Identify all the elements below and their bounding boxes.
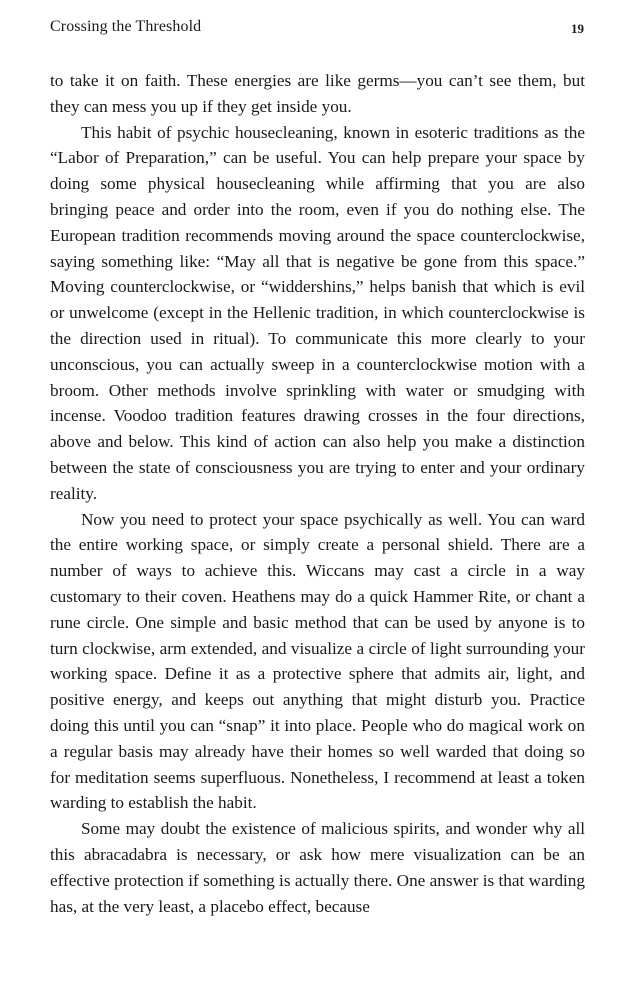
- running-title: Crossing the Threshold: [50, 18, 202, 35]
- paragraph-protection: Now you need to protect your space psychically as well. You can ward the entire working space, or simply create a personal shield. There are a number of ways to achieve this. Wiccans may cast a circle in a way customary to their coven. Heathens may do a quick Hammer Rite, or chant a rune circle. One simple and basic method that can be used by anyone is to turn clockwise, arm extended, and visualize a circle of light surrounding your working space. Define it as a protective sphere that admits air, light, and positive energy, and keeps out anything that might disturb you. Practice doing this until you can “snap” it into place. People who do magical work on a regular basis may already have their homes so well warded that doing so for meditation seems superfluous. Nonetheless, I recommend at least a token warding to establish the habit.: [50, 509, 585, 813]
- body-text: [50, 68, 585, 919]
- paragraph-doubt: Some may doubt the existence of malicious spirits, and wonder why all this abracadabra is necessary, or ask how mere visualization can be an effective protection if something is actually there. One answer is that warding has, at the very least, a placebo effect, because: [50, 819, 585, 916]
- paragraph-housecleaning: This habit of psychic housecleaning, known in esoteric traditions as the “Labor of Preparation,” can be useful. You can help prepare your space by doing some physical housecleaning while affirming that you are also bringing peace and order into the room, even if you do nothing else. The European tradition recommends moving around the space counterclockwise, saying something like: “May all that is negative be gone from this space.” Moving counterclockwise, or “widdershins,” helps banish that which is evil or unwelcome (except in the Hellenic tradition, in which counterclockwise is the direction used in ritual). To communicate this more clearly to your unconscious, you can actually sweep in a counterclockwise motion with a broom. Other methods involve sprinkling with water or smudging with incense. Voodoo tradition features drawing crosses in the four directions, above and below. This kind of action can also help you make a distinction between the state of consciousness you are trying to enter and your ordinary reality.: [50, 122, 585, 503]
- running-head: [50, 18, 584, 44]
- page-number: 19: [571, 21, 584, 36]
- paragraph-continued: to take it on faith. These energies are like germs—you can’t see them, but they can mess you up if they get inside you.: [50, 71, 585, 116]
